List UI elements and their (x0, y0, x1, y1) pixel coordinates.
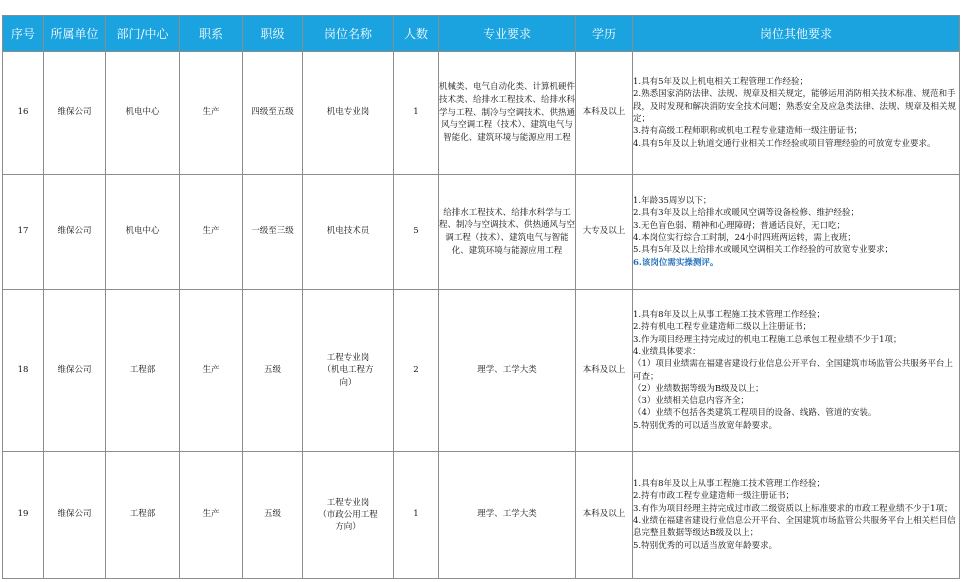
cell-other (633, 290, 960, 452)
major-text: 机械类、电气自动化类、计算机硬件技术类、给排水工程技术、给排水科学与工程、制冷与空调技术、供热通风与空调工程（技术）、建筑电气与智能化、建筑环境与能源应用工程 (439, 82, 576, 144)
major-text: 给排水工程技术、给排水科学与工程、制冷与空调技术、供热通风与空调工程（技术）、建筑电气与智能化、建筑环境与能源应用工程 (439, 207, 576, 256)
cell-unit: 维保公司 (44, 452, 106, 579)
header-seq: 序号 (3, 16, 44, 52)
requirement-line: （3）业绩相关信息内容齐全； (633, 396, 749, 407)
cell-dept: 工程部 (106, 452, 180, 579)
cell-unit: 维保公司 (44, 290, 106, 452)
cell-level: 五级 (243, 290, 303, 452)
cell-count: 1 (394, 452, 439, 579)
table-row (3, 290, 960, 452)
position-line: 方向） (335, 522, 361, 533)
cell-seq: 18 (3, 290, 44, 452)
cell-dept: 工程部 (106, 290, 180, 452)
cell-major: 理学、工学大类 (439, 452, 576, 579)
cell-major (439, 52, 576, 175)
cell-dept: 机电中心 (106, 52, 180, 175)
cell-major (439, 175, 576, 290)
requirement-line: （2）业绩数据等级为B级及以上； (633, 383, 764, 394)
cell-seq: 19 (3, 452, 44, 579)
requirement-line: 4.业绩在福建省建设行业信息公开平台、全国建筑市场监管公共服务平台上相关栏目信息完整且数据等级达B级及以上； (633, 516, 956, 539)
header-count: 人数 (394, 16, 439, 52)
header-unit: 所属单位 (44, 16, 106, 52)
requirement-line: 5.特别优秀的可以适当放宽年龄要求。 (633, 540, 778, 551)
requirement-line: 2.持有市政工程专业建造师一级注册证书； (633, 491, 795, 502)
header-level: 职级 (243, 16, 303, 52)
position-line: 向） (339, 377, 357, 388)
requirement-line: 5.具有5年及以上给排水或暖风空调相关工作经验的可放宽专业要求； (633, 245, 894, 256)
cell-education: 本科及以上 (576, 52, 633, 175)
requirement-line: 4.本岗位实行综合工时制，24小时四班两运转，需上夜班； (633, 233, 856, 243)
cell-dept: 机电中心 (106, 175, 180, 290)
cell-unit: 维保公司 (44, 175, 106, 290)
cell-category: 生产 (180, 452, 243, 579)
header-education: 学历 (576, 16, 633, 52)
position-line: 工程专业岗 (326, 353, 370, 364)
table-row (3, 175, 960, 290)
cell-category: 生产 (180, 52, 243, 175)
cell-category: 生产 (180, 175, 243, 290)
requirement-line: 4.业绩具体要求： (633, 346, 701, 357)
header-category: 职系 (180, 16, 243, 52)
position-line: （机电工程方 (322, 365, 374, 376)
requirement-line: 1.具有8年及以上从事工程施工技术管理工作经验； (633, 479, 826, 490)
requirement-line: 2.持有机电工程专业建造师二级以上注册证书； (633, 322, 812, 333)
cell-category: 生产 (180, 290, 243, 452)
requirement-line-highlight: 6.该岗位需实操测评。 (633, 257, 719, 268)
cell-level: 一级至三级 (243, 175, 303, 290)
cell-other (633, 452, 960, 579)
requirement-line: 1.具有5年及以上机电相关工程管理工作经验； (633, 77, 809, 88)
cell-position: 机电专业岗 (303, 52, 394, 175)
header-position: 岗位名称 (303, 16, 394, 52)
cell-count: 2 (394, 290, 439, 452)
cell-seq: 16 (3, 52, 44, 175)
requirement-line: 3.有作为项目经理主持完成过市政二级资质以上标准要求的市政工程业绩不少于1项； (633, 503, 953, 514)
cell-other (633, 52, 960, 175)
header-dept: 部门/中心 (106, 16, 180, 52)
cell-education: 本科及以上 (576, 452, 633, 579)
requirement-line: 3.持有高级工程师职称或机电工程专业建造师一级注册证书； (633, 126, 863, 137)
cell-unit: 维保公司 (44, 52, 106, 175)
table-row (3, 52, 960, 175)
cell-position: 机电技术员 (303, 175, 394, 290)
header-major: 专业要求 (439, 16, 576, 52)
requirement-line: 1.年龄35周岁以下； (633, 196, 712, 207)
table-header-row (3, 16, 960, 52)
requirement-line: 3.作为项目经理主持完成过的机电工程施工总承包工程业绩不少于1项； (633, 334, 902, 345)
requirement-line: 3.无色盲色弱、精神和心理障碍；普通话良好，无口吃； (633, 220, 846, 231)
header-other: 岗位其他要求 (633, 16, 960, 52)
requirement-line: 4.具有5年及以上轨道交通行业相关工作经验或项目管理经验的可放宽专业要求。 (633, 138, 936, 149)
cell-other (633, 175, 960, 290)
position-line: 工程专业岗 (326, 497, 370, 508)
cell-count: 5 (394, 175, 439, 290)
cell-level: 五级 (243, 452, 303, 579)
position-line: （市政公用工程 (318, 509, 378, 520)
requirement-line: 1.具有8年及以上从事工程施工技术管理工作经验； (633, 309, 826, 320)
cell-major: 理学、工学大类 (439, 290, 576, 452)
job-requirements-table (2, 15, 960, 579)
cell-position (303, 290, 394, 452)
cell-position (303, 452, 394, 579)
cell-education: 大专及以上 (576, 175, 633, 290)
requirement-line: （4）业绩不包括各类建筑工程项目的设备、线路、管道的安装。 (633, 408, 877, 419)
cell-level: 四级至五级 (243, 52, 303, 175)
cell-seq: 17 (3, 175, 44, 290)
requirement-line: （1）项目业绩需在福建省建设行业信息公开平台、全国建筑市场监管公共服务平台上可查； (633, 359, 953, 382)
requirement-line: 2.熟悉国家消防法律、法规、规章及相关规定，能够运用消防相关技术标准、规范和手段，及时发现和解决消防安全技术问题；熟悉安全及应急类法律、法规、规章及相关规定； (633, 89, 957, 124)
cell-count: 1 (394, 52, 439, 175)
requirement-line: 2.具有3年及以上给排水或暖风空调等设备检修、维护经验； (633, 208, 860, 219)
requirement-line: 5.特别优秀的可以适当放宽年龄要求。 (633, 420, 778, 431)
table-row (3, 452, 960, 579)
cell-education: 本科及以上 (576, 290, 633, 452)
